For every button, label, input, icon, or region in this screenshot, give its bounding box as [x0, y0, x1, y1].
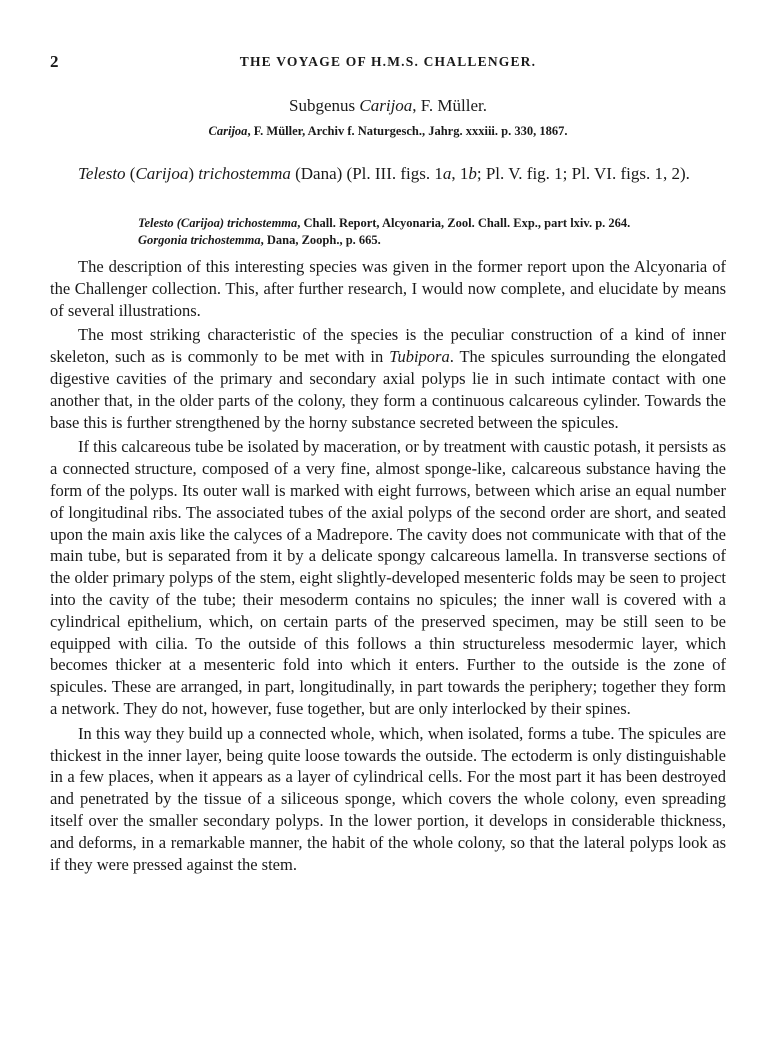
species-figure-letter: a	[442, 164, 452, 183]
paragraph-text: . The spicules surrounding the elongated digestive cavities of the primary and secondary axial polyps lie in such intimate contact with one another that, in the older parts of the colony, they form a continuous calcareous cylinder. Towards the base this is further strengthened by the horny substance secreted between the spicules.	[50, 347, 726, 432]
running-title: THE VOYAGE OF H.M.S. CHALLENGER.	[239, 54, 537, 69]
species-heading	[50, 162, 726, 186]
subgenus-reference	[0, 124, 776, 139]
subgenus-heading	[0, 96, 776, 116]
subgenus-reference-name: Carijoa	[208, 124, 248, 138]
species-genus: Telesto	[78, 164, 126, 183]
species-heading-part: ; Pl. V. fig. 1; Pl. VI. figs. 1, 2).	[476, 164, 690, 183]
synonymy-list	[138, 215, 728, 249]
page-number: 2	[50, 52, 59, 71]
running-head	[50, 52, 726, 72]
body-text	[50, 256, 726, 878]
species-heading-part: (	[125, 164, 136, 183]
paragraph: In this way they build up a connected whole, which, when isolated, forms a tube. The spicules are thickest in the inner layer, being quite loose towards the outside. The ectoderm is only distinguishable in a few places, when it appears as a layer of cylindrical cells. For the most part it has been destroyed and penetrated by the tissue of a siliceous sponge, which covers the whole colony, even spreading itself over the smaller secondary polyps. In the lower portion, it develops in considerable thickness, and deforms, in a remarkable manner, the habit of the whole colony, so that the lateral polyps look as if they were pressed against the stem.	[50, 723, 726, 874]
species-figure-letter: b	[468, 164, 477, 183]
species-subgenus: Carijoa	[135, 164, 189, 183]
genus-name: Tubipora	[389, 347, 450, 367]
subgenus-heading-text: Subgenus	[289, 96, 360, 115]
synonym-name: Telesto (Carijoa) trichostemma	[138, 216, 298, 230]
species-heading-part: )	[188, 164, 199, 183]
species-heading-part: , 1	[451, 164, 469, 183]
species-heading-part: (Dana) (Pl. III. figs. 1	[290, 164, 443, 183]
paragraph-text: The most striking characteristic of the species is the peculiar construction of a kind of inner skeleton, such as is commonly to be met with in	[50, 325, 726, 367]
paragraph: If this calcareous tube be isolated by maceration, or by treatment with caustic potash, it persists as a connected structure, composed of a very fine, almost sponge-like, calcareous substance having the form of the polyps. Its outer wall is marked with eight furrows, between which arise an equal number of longitudinal ribs. The associated tubes of the axial polyps of the second order are short, and seated upon the main axis like the calyces of a Madrepore. The cavity does not communicate with that of the main tube, but is separated from it by a delicate spongy calcareous lamella. In transverse sections of the older primary polyps of the stem, eight slightly-developed mesenteric folds may be seen to project into the cavity of the tube; their mesoderm contains no spicules; the inner wall is covered with a cylindrical epithelium, which, on certain parts of the preserved specimen, may be still seen to be equipped with cilia. To the outside of this follows a thin structureless mesodermic layer, which becomes thicker at a mesenteric fold into which it enters. Further to the outside is the zone of spicules. These are arranged, in part, longitudinally, in part towards the periphery; together they form a network. They do not, however, fuse together, but are only interlocked by their spines.	[50, 437, 726, 718]
species-epithet: trichostemma	[198, 164, 291, 183]
paragraph	[50, 324, 726, 433]
synonym-citation: , Dana, Zooph., p. 665.	[260, 233, 381, 247]
subgenus-name: Carijoa	[359, 96, 413, 115]
synonym-line	[138, 215, 728, 232]
synonym-line	[138, 232, 728, 249]
synonym-citation: , Chall. Report, Alcyonaria, Zool. Chall. Exp., part lxiv. p. 264.	[297, 216, 631, 230]
paragraph: The description of this interesting species was given in the former report upon the Alcyonaria of the Challenger collection. This, after further research, I would now complete, and elucidate by means of several illustrations.	[50, 257, 726, 320]
subgenus-author: , F. Müller.	[412, 96, 487, 115]
subgenus-reference-citation: , F. Müller, Archiv f. Naturgesch., Jahrg. xxxiii. p. 330, 1867.	[247, 124, 568, 138]
synonym-name: Gorgonia trichostemma	[138, 233, 261, 247]
